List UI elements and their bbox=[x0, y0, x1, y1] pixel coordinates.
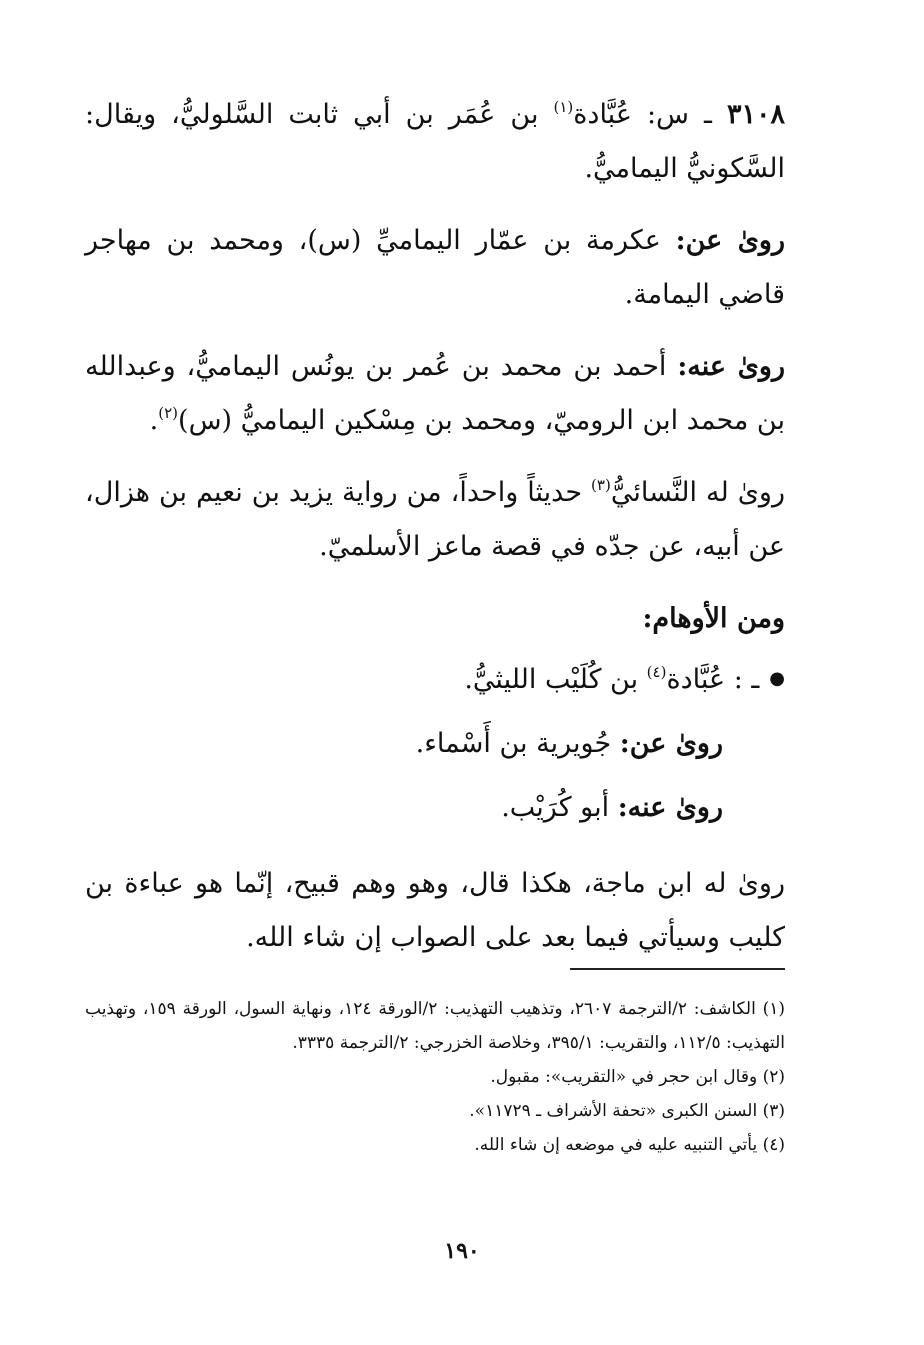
narrated-by-label: روىٰ عنه: bbox=[677, 351, 785, 382]
entry-number: ٣١٠٨ bbox=[726, 99, 785, 130]
error-narrated-from-text: جُويرية بن أَسْماء. bbox=[415, 728, 620, 759]
narrated-from bbox=[85, 214, 785, 322]
error-narrated-from-label: روىٰ عن: bbox=[619, 728, 723, 759]
entry-name-rest: بن عُمَر بن أبي ثابت السَّلوليُّ، ويقال: السَّكونيُّ اليماميُّ. bbox=[85, 99, 785, 184]
narrated-by-end: . bbox=[149, 405, 159, 436]
footnote-divider bbox=[570, 968, 785, 970]
final-paragraph: روىٰ له ابن ماجة، هكذا قال، وهو وهم قبيح، إنّما هو عباءة بن كليب وسيأتي فيما بعد على الصواب إن شاء الله. bbox=[85, 868, 785, 953]
entry-name: ـ س: عُبَّادة bbox=[573, 99, 712, 130]
reported-by-nasai bbox=[85, 466, 785, 574]
main-text bbox=[85, 88, 785, 983]
reported-text-a: روىٰ له النَّسائيُّ bbox=[610, 477, 785, 508]
narrated-from-text: عكرمة بن عمّار اليماميِّ (س)، ومحمد بن مهاجر قاضي اليمامة. bbox=[85, 225, 785, 310]
footnote-1: (١) الكاشف: ٢/الترجمة ٢٦٠٧، وتذهيب التهذيب: ٢/الورقة ١٢٤، ونهاية السول، الورقة ١٥٩، وتهذيب التهذيب: ١١٢/٥، والتقريب: ٣٩٥/١، وخلاصة الخزرجي: ٢/الترجمة ٣٣٣٥. bbox=[85, 999, 786, 1053]
footnote-2: (٢) وقال ابن حجر في «التقريب»: مقبول. bbox=[490, 1067, 785, 1087]
error-narrated-from bbox=[85, 717, 723, 771]
error-narrated-by bbox=[85, 781, 723, 835]
error-entry bbox=[85, 652, 785, 707]
bullet-icon: ● bbox=[769, 668, 785, 689]
error-narrated-by-label: روىٰ عنه: bbox=[617, 792, 723, 823]
footnote-ref-3[interactable]: (٣) bbox=[591, 476, 611, 494]
entry-header bbox=[85, 88, 785, 196]
footnotes bbox=[85, 992, 785, 1162]
error-entry-text-a: ـ : عُبَّادة bbox=[666, 664, 760, 695]
footnote-ref-1[interactable]: (١) bbox=[553, 98, 574, 116]
error-narrated-by-text: أبو كُرَيْب. bbox=[501, 792, 618, 823]
footnote-ref-4[interactable]: (٤) bbox=[646, 663, 667, 681]
narrated-by-text: أحمد بن محمد بن عُمر بن يونُس اليماميُّ، وعبدالله بن محمد ابن الروميّ، ومحمد بن مِسْكين اليماميُّ (س) bbox=[85, 351, 785, 436]
error-entry-text-b: بن كُلَيْب الليثيُّ. bbox=[464, 664, 647, 695]
narrated-from-label: روىٰ عن: bbox=[675, 225, 785, 256]
page-number: ١٩٠ bbox=[444, 1238, 480, 1264]
footnote-3: (٣) السنن الكبرى «تحفة الأشراف ـ ١١٧٢٩». bbox=[469, 1101, 785, 1121]
errors-heading: ومن الأوهام: bbox=[642, 603, 785, 634]
footnote-ref-2[interactable]: (٢) bbox=[158, 404, 179, 422]
narrated-by bbox=[85, 340, 785, 448]
reported-text-b: حديثاً واحداً، من رواية يزيد بن نعيم بن هزال، عن أبيه، عن جدّه في قصة ماعز الأسلميّ. bbox=[85, 477, 785, 562]
footnote-4: (٤) يأتي التنبيه عليه في موضعه إن شاء الله. bbox=[474, 1135, 785, 1155]
